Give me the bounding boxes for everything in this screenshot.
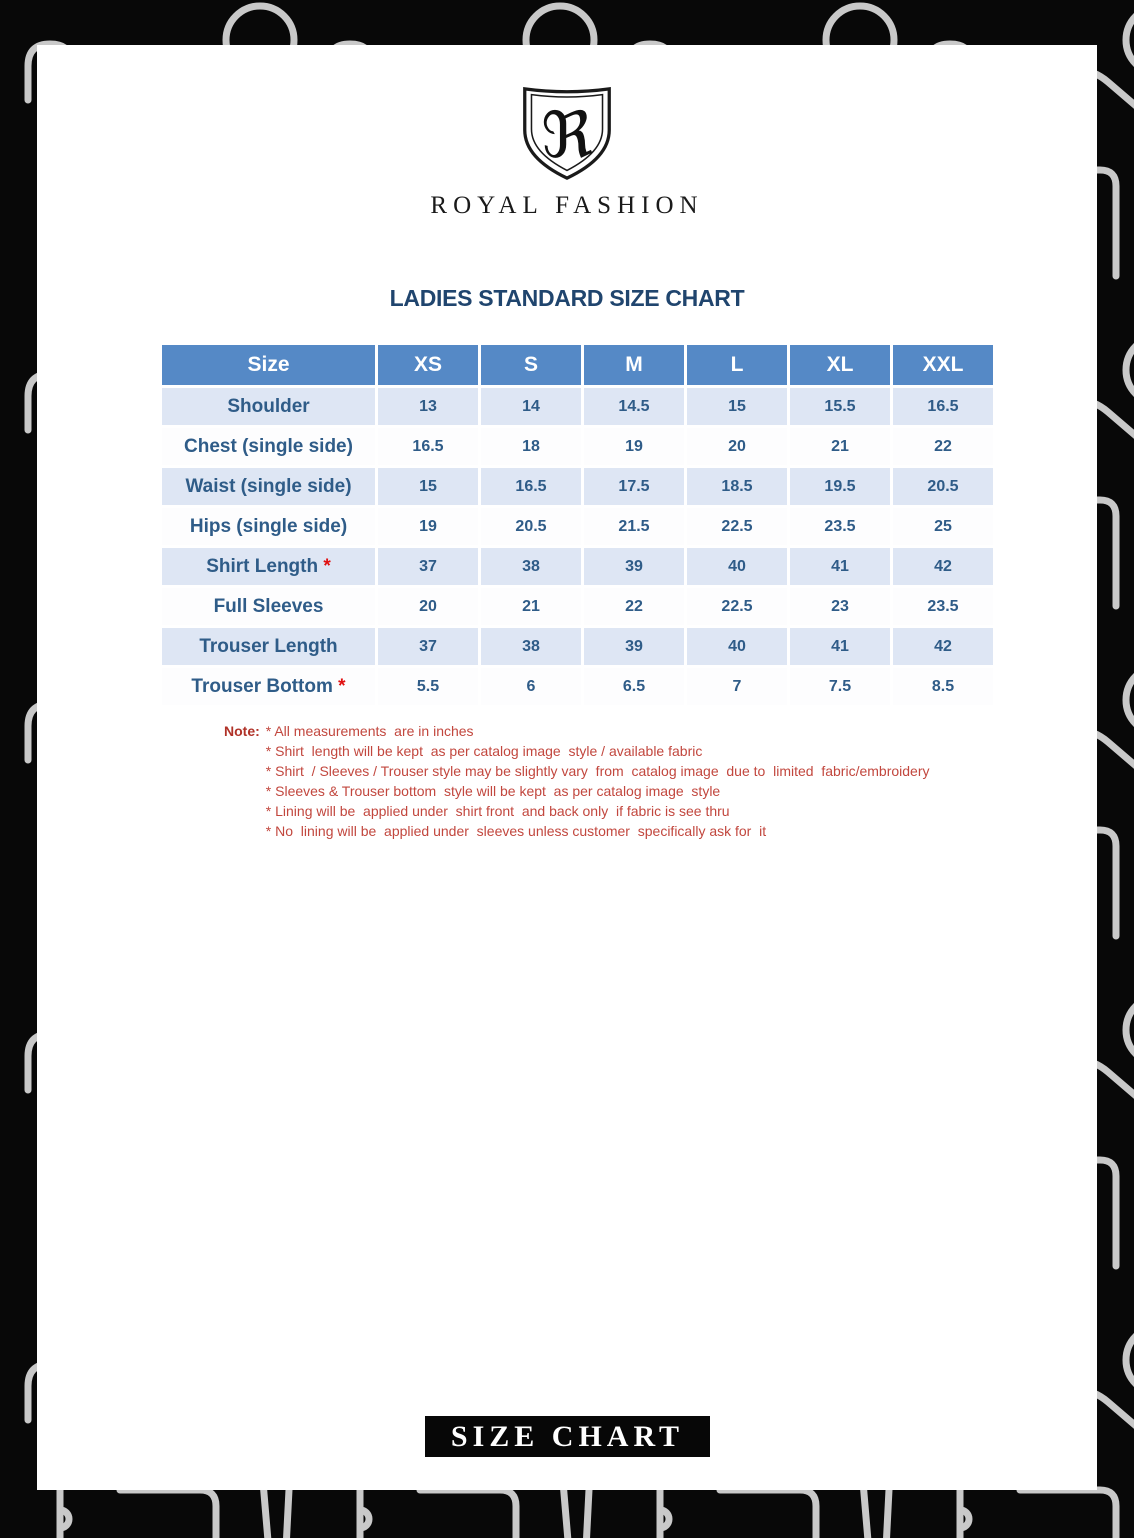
column-header-s: S	[481, 345, 581, 385]
measurement-cell: 38	[481, 548, 581, 585]
table-row	[162, 548, 993, 585]
measurement-cell: 15	[687, 388, 787, 425]
blackletter-r-monogram: ℜ	[541, 98, 593, 172]
row-label: Shirt Length *	[162, 548, 375, 585]
table-row	[162, 468, 993, 505]
note-label: Note:	[224, 723, 260, 739]
measurement-cell: 20	[687, 428, 787, 465]
measurement-cell: 22	[893, 428, 993, 465]
table-row	[162, 628, 993, 665]
measurement-cell: 42	[893, 628, 993, 665]
row-label: Trouser Length	[162, 628, 375, 665]
measurement-cell: 8.5	[893, 668, 993, 705]
measurement-cell: 17.5	[584, 468, 684, 505]
measurement-cell: 15.5	[790, 388, 890, 425]
measurement-cell: 25	[893, 508, 993, 545]
measurement-cell: 23.5	[790, 508, 890, 545]
measurement-cell: 18.5	[687, 468, 787, 505]
royal-fashion-shield-logo	[519, 83, 615, 183]
column-header-m: M	[584, 345, 684, 385]
column-header-xxl: XXL	[893, 345, 993, 385]
row-label: Trouser Bottom *	[162, 668, 375, 705]
measurement-cell: 15	[378, 468, 478, 505]
measurement-cell: 20.5	[893, 468, 993, 505]
note-line: * No lining will be applied under sleeves unless customer specifically ask for it	[265, 823, 767, 839]
size-table-body	[162, 388, 993, 705]
row-label: Shoulder	[162, 388, 375, 425]
notes-section	[224, 721, 930, 841]
measurement-cell: 20.5	[481, 508, 581, 545]
measurement-cell: 22.5	[687, 508, 787, 545]
asterisk-marker: *	[323, 555, 331, 577]
measurement-cell: 40	[687, 628, 787, 665]
measurement-cell: 7	[687, 668, 787, 705]
measurement-cell: 40	[687, 548, 787, 585]
note-items	[266, 721, 930, 841]
measurement-cell: 41	[790, 628, 890, 665]
row-label: Full Sleeves	[162, 588, 375, 625]
measurement-cell: 20	[378, 588, 478, 625]
measurement-cell: 14.5	[584, 388, 684, 425]
page-title: LADIES STANDARD SIZE CHART	[389, 285, 745, 311]
note-line: * Sleeves & Trouser bottom style will be kept as per catalog image style	[265, 783, 721, 799]
measurement-cell: 16.5	[893, 388, 993, 425]
size-table-head-row	[162, 345, 993, 385]
measurement-cell: 6	[481, 668, 581, 705]
measurement-cell: 21.5	[584, 508, 684, 545]
measurement-cell: 5.5	[378, 668, 478, 705]
measurement-cell: 19.5	[790, 468, 890, 505]
measurement-cell: 42	[893, 548, 993, 585]
measurement-cell: 37	[378, 628, 478, 665]
note-line: * Lining will be applied under shirt front and back only if fabric is see thru	[265, 803, 730, 819]
size-chart-banner: SIZE CHART	[425, 1416, 710, 1457]
column-header-xl: XL	[790, 345, 890, 385]
measurement-cell: 18	[481, 428, 581, 465]
measurement-cell: 41	[790, 548, 890, 585]
brand-name: ROYAL FASHION	[430, 192, 704, 219]
measurement-cell: 7.5	[790, 668, 890, 705]
measurement-cell: 22	[584, 588, 684, 625]
table-row	[162, 388, 993, 425]
measurement-cell: 6.5	[584, 668, 684, 705]
measurement-cell: 13	[378, 388, 478, 425]
page	[37, 45, 1097, 1490]
measurement-cell: 22.5	[687, 588, 787, 625]
asterisk-marker: *	[338, 675, 346, 697]
measurement-cell: 21	[790, 428, 890, 465]
measurement-cell: 19	[378, 508, 478, 545]
measurement-cell: 21	[481, 588, 581, 625]
note-line: * Shirt / Sleeves / Trouser style may be slightly vary from catalog image due to limited fabric/embroidery	[265, 763, 930, 779]
size-chart-table	[159, 342, 996, 708]
column-header-size: Size	[162, 345, 375, 385]
measurement-cell: 14	[481, 388, 581, 425]
note-line: * All measurements are in inches	[265, 723, 474, 739]
measurement-cell: 16.5	[481, 468, 581, 505]
measurement-cell: 39	[584, 548, 684, 585]
measurement-cell: 23	[790, 588, 890, 625]
measurement-cell: 23.5	[893, 588, 993, 625]
table-row	[162, 668, 993, 705]
measurement-cell: 37	[378, 548, 478, 585]
measurement-cell: 39	[584, 628, 684, 665]
column-header-l: L	[687, 345, 787, 385]
note-line: * Shirt length will be kept as per catalog image style / available fabric	[265, 743, 703, 759]
column-header-xs: XS	[378, 345, 478, 385]
row-label: Chest (single side)	[162, 428, 375, 465]
row-label: Waist (single side)	[162, 468, 375, 505]
measurement-cell: 38	[481, 628, 581, 665]
row-label: Hips (single side)	[162, 508, 375, 545]
table-row	[162, 428, 993, 465]
measurement-cell: 19	[584, 428, 684, 465]
measurement-cell: 16.5	[378, 428, 478, 465]
table-row	[162, 508, 993, 545]
table-row	[162, 588, 993, 625]
